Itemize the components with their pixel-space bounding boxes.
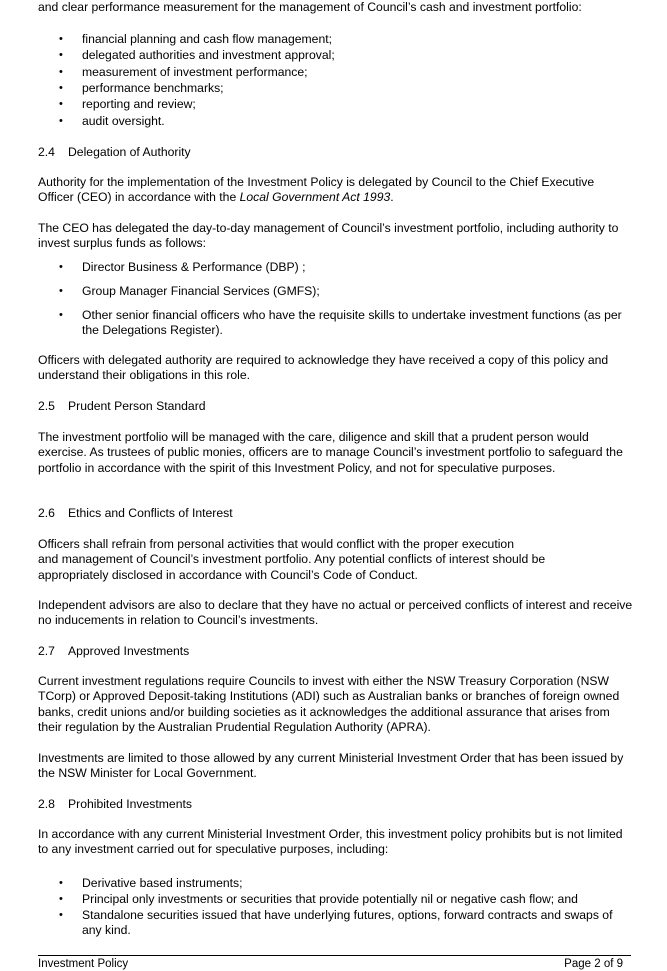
list-item: Group Manager Financial Services (GMFS); [82, 284, 320, 298]
section-heading-2-6 [38, 506, 233, 521]
paragraph: In accordance with any current Ministerial Investment Order, this investment policy prohibits but is not limited to any investment carried out for speculative purposes, including: [38, 827, 623, 857]
list-item: Director Business & Performance (DBP) ; [82, 260, 306, 274]
list-item: Derivative based instruments; [82, 876, 243, 890]
footer-document-title: Investment Policy [38, 958, 129, 970]
bullet-icon: • [59, 285, 63, 297]
section-heading-2-5 [38, 399, 206, 414]
paragraph: Current investment regulations require Councils to invest with either the NSW Treasury Corporation (NSW TCorp) or Approved Deposit-taking Institutions (ADI) such as Australian banks or branches of foreign owned banks, credit unions and/or building societies as it acknowledges the additional assurance that arises from their regulation by the Australian Prudential Regulation Authority (APRA). [38, 674, 620, 735]
bullet-icon: • [59, 66, 63, 78]
list-item: financial planning and cash flow management; [82, 32, 333, 46]
section-title: Delegation of Authority [68, 145, 191, 159]
paragraph: Independent advisors are also to declare that they have no actual or perceived conflicts of interest and receive no inducements in relation to Council’s investments. [38, 598, 633, 628]
section-heading-2-7 [38, 644, 189, 659]
paragraph [38, 175, 633, 206]
paragraph-line: appropriately disclosed in accordance with Council’s Code of Conduct. [38, 567, 418, 582]
bullet-icon: • [59, 33, 63, 45]
list-item: measurement of investment performance; [82, 65, 308, 79]
list-item: audit oversight. [82, 114, 165, 128]
section-heading-2-8 [38, 797, 192, 812]
paragraph-text: Authority for the implementation of the Investment Policy is delegated by Council to the Chief Executive Officer (CEO) in accordance with the [38, 175, 595, 205]
section-title: Approved Investments [68, 644, 190, 658]
list-item: Standalone securities issued that have underlying futures, options, forward contracts and swaps of any kind. [82, 908, 613, 938]
bullet-icon: • [59, 909, 63, 921]
bullet-icon: • [59, 261, 63, 273]
list-item: Principal only investments or securities that provide potentially nil or negative cash flow; and [82, 892, 578, 906]
list-item: performance benchmarks; [82, 81, 224, 95]
list-item: Other senior financial officers who have the requisite skills to undertake investment functions (as per the Delegations Register). [82, 308, 622, 338]
bullet-icon: • [59, 82, 63, 94]
section-number: 2.5 [38, 399, 55, 413]
section-title: Prohibited Investments [68, 797, 192, 811]
section-number: 2.4 [38, 145, 55, 159]
section-number: 2.6 [38, 506, 55, 520]
act-title: Local Government Act 1993 [239, 190, 391, 205]
section-title: Ethics and Conflicts of Interest [68, 506, 233, 520]
section-number: 2.8 [38, 797, 55, 811]
list-item: delegated authorities and investment approval; [82, 48, 335, 62]
paragraph-line: and management of Council’s investment portfolio. Any potential conflicts of interest should be [38, 552, 546, 567]
paragraph: The investment portfolio will be managed with the care, diligence and skill that a prudent person would exercise. As trustees of public monies, officers are to manage Council’s investment portfolio to safeguard the portfolio in accordance with the spirit of this Investment Policy, and not for speculative purposes. [38, 430, 623, 475]
bullet-icon: • [59, 309, 63, 321]
section-number: 2.7 [38, 644, 55, 658]
bullet-icon: • [59, 49, 63, 61]
bullet-icon: • [59, 115, 63, 127]
bullet-icon: • [59, 877, 63, 889]
footer-page-number: Page 2 of 9 [564, 958, 623, 970]
intro-paragraph-tail: and clear performance measurement for the management of Council’s cash and investment portfolio: [38, 0, 582, 14]
paragraph: Investments are limited to those allowed by any current Ministerial Investment Order that has been issued by the NSW Minister for Local Government. [38, 751, 624, 781]
section-heading-2-4 [38, 145, 191, 160]
section-title: Prudent Person Standard [68, 399, 206, 413]
paragraph-text: . [390, 190, 394, 205]
paragraph: Officers with delegated authority are required to acknowledge they have received a copy of this policy and understand their obligations in this role. [38, 353, 609, 383]
paragraph: The CEO has delegated the day-to-day management of Council’s investment portfolio, including authority to invest surplus funds as follows: [38, 221, 619, 251]
paragraph-line: Officers shall refrain from personal activities that would conflict with the proper execution [38, 537, 514, 551]
bullet-icon: • [59, 98, 63, 110]
list-item: reporting and review; [82, 97, 196, 111]
paragraph [38, 537, 633, 583]
bullet-icon: • [59, 893, 63, 905]
footer-divider [38, 955, 631, 956]
